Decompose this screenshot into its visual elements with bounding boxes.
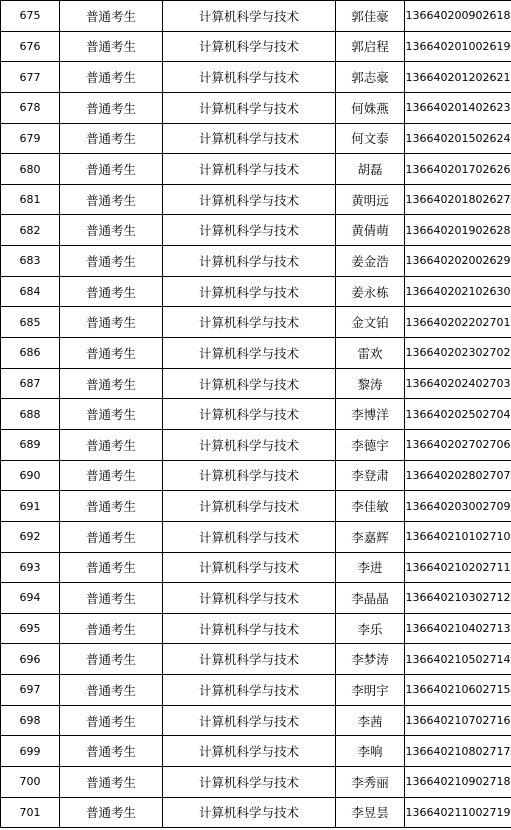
candidate-type: 普通考生: [60, 429, 163, 460]
table-row: [1, 184, 511, 215]
row-number: 701: [1, 797, 60, 828]
candidate-type: 普通考生: [60, 613, 163, 644]
row-number: 676: [1, 31, 60, 62]
exam-number: 136640202702706: [405, 429, 511, 460]
student-name: 黄倩萌: [336, 215, 405, 246]
row-number: 689: [1, 429, 60, 460]
student-name: 黎涛: [336, 368, 405, 399]
table-row: [1, 613, 511, 644]
exam-number: 136640202802707: [405, 460, 511, 491]
table-row: [1, 338, 511, 369]
table-row: [1, 429, 511, 460]
major: 计算机科学与技术: [163, 123, 336, 154]
major: 计算机科学与技术: [163, 552, 336, 583]
row-number: 691: [1, 491, 60, 522]
student-name: 李昱昙: [336, 797, 405, 828]
candidate-type: 普通考生: [60, 276, 163, 307]
candidate-type: 普通考生: [60, 736, 163, 767]
major: 计算机科学与技术: [163, 460, 336, 491]
row-number: 698: [1, 705, 60, 736]
candidate-type: 普通考生: [60, 675, 163, 706]
table-row: [1, 521, 511, 552]
student-name: 李秀丽: [336, 767, 405, 798]
candidate-type: 普通考生: [60, 215, 163, 246]
candidate-type: 普通考生: [60, 154, 163, 185]
row-number: 696: [1, 644, 60, 675]
table-row: [1, 583, 511, 614]
student-name: 金文铂: [336, 307, 405, 338]
candidate-type: 普通考生: [60, 767, 163, 798]
student-name: 郭佳豪: [336, 1, 405, 32]
student-name: 李晶晶: [336, 583, 405, 614]
candidate-type: 普通考生: [60, 644, 163, 675]
row-number: 692: [1, 521, 60, 552]
student-name: 郭启程: [336, 31, 405, 62]
table-row: [1, 460, 511, 491]
major: 计算机科学与技术: [163, 675, 336, 706]
exam-number: 136640210602715: [405, 675, 511, 706]
table-row: [1, 1, 511, 32]
candidate-type: 普通考生: [60, 521, 163, 552]
exam-number: 136640201402623: [405, 92, 511, 123]
roster-body: [1, 1, 511, 828]
student-name: 胡磊: [336, 154, 405, 185]
student-name: 李乐: [336, 613, 405, 644]
student-name: 李嘉辉: [336, 521, 405, 552]
row-number: 684: [1, 276, 60, 307]
candidate-type: 普通考生: [60, 399, 163, 430]
candidate-type: 普通考生: [60, 123, 163, 154]
row-number: 693: [1, 552, 60, 583]
exam-number: 136640200902618: [405, 1, 511, 32]
candidate-type: 普通考生: [60, 491, 163, 522]
row-number: 678: [1, 92, 60, 123]
row-number: 695: [1, 613, 60, 644]
major: 计算机科学与技术: [163, 92, 336, 123]
major: 计算机科学与技术: [163, 246, 336, 277]
major: 计算机科学与技术: [163, 154, 336, 185]
major: 计算机科学与技术: [163, 644, 336, 675]
exam-number: 136640210502714: [405, 644, 511, 675]
table-row: [1, 736, 511, 767]
student-name: 姜永栋: [336, 276, 405, 307]
row-number: 699: [1, 736, 60, 767]
row-number: 690: [1, 460, 60, 491]
major: 计算机科学与技术: [163, 705, 336, 736]
candidate-type: 普通考生: [60, 583, 163, 614]
major: 计算机科学与技术: [163, 368, 336, 399]
row-number: 681: [1, 184, 60, 215]
table-row: [1, 767, 511, 798]
major: 计算机科学与技术: [163, 184, 336, 215]
major: 计算机科学与技术: [163, 307, 336, 338]
major: 计算机科学与技术: [163, 31, 336, 62]
student-name: 李梦涛: [336, 644, 405, 675]
row-number: 675: [1, 1, 60, 32]
row-number: 683: [1, 246, 60, 277]
candidate-type: 普通考生: [60, 460, 163, 491]
major: 计算机科学与技术: [163, 276, 336, 307]
row-number: 685: [1, 307, 60, 338]
student-name: 雷欢: [336, 338, 405, 369]
major: 计算机科学与技术: [163, 215, 336, 246]
table-row: [1, 644, 511, 675]
row-number: 680: [1, 154, 60, 185]
table-row: [1, 675, 511, 706]
major: 计算机科学与技术: [163, 62, 336, 93]
exam-number: 136640201902628: [405, 215, 511, 246]
student-name: 李进: [336, 552, 405, 583]
row-number: 697: [1, 675, 60, 706]
row-number: 688: [1, 399, 60, 430]
exam-number: 136640201202621: [405, 62, 511, 93]
row-number: 694: [1, 583, 60, 614]
major: 计算机科学与技术: [163, 767, 336, 798]
exam-number: 136640202202701: [405, 307, 511, 338]
table-row: [1, 246, 511, 277]
candidate-type: 普通考生: [60, 705, 163, 736]
student-name: 李登肃: [336, 460, 405, 491]
table-row: [1, 368, 511, 399]
exam-number: 136640202302702: [405, 338, 511, 369]
row-number: 686: [1, 338, 60, 369]
candidate-type: 普通考生: [60, 307, 163, 338]
major: 计算机科学与技术: [163, 521, 336, 552]
candidate-type: 普通考生: [60, 368, 163, 399]
student-name: 姜金浩: [336, 246, 405, 277]
exam-number: 136640201802627: [405, 184, 511, 215]
major: 计算机科学与技术: [163, 399, 336, 430]
major: 计算机科学与技术: [163, 429, 336, 460]
candidate-type: 普通考生: [60, 92, 163, 123]
table-row: [1, 491, 511, 522]
table-row: [1, 797, 511, 828]
table-row: [1, 276, 511, 307]
candidate-type: 普通考生: [60, 552, 163, 583]
table-row: [1, 399, 511, 430]
exam-number: 136640210302712: [405, 583, 511, 614]
exam-number: 136640201502624: [405, 123, 511, 154]
table-row: [1, 215, 511, 246]
exam-number: 136640211002719: [405, 797, 511, 828]
exam-number: 136640203002709: [405, 491, 511, 522]
row-number: 677: [1, 62, 60, 93]
student-name: 何文泰: [336, 123, 405, 154]
table-row: [1, 62, 511, 93]
exam-number: 136640202102630: [405, 276, 511, 307]
exam-number: 136640202502704: [405, 399, 511, 430]
row-number: 679: [1, 123, 60, 154]
major: 计算机科学与技术: [163, 491, 336, 522]
student-name: 何姝燕: [336, 92, 405, 123]
student-name: 李响: [336, 736, 405, 767]
exam-number: 136640202002629: [405, 246, 511, 277]
exam-number: 136640210802717: [405, 736, 511, 767]
student-name: 郭志豪: [336, 62, 405, 93]
candidate-type: 普通考生: [60, 31, 163, 62]
student-name: 黄明远: [336, 184, 405, 215]
row-number: 700: [1, 767, 60, 798]
exam-number: 136640210902718: [405, 767, 511, 798]
major: 计算机科学与技术: [163, 613, 336, 644]
student-name: 李博洋: [336, 399, 405, 430]
table-row: [1, 31, 511, 62]
candidate-type: 普通考生: [60, 184, 163, 215]
exam-number: 136640202402703: [405, 368, 511, 399]
major: 计算机科学与技术: [163, 736, 336, 767]
table-row: [1, 552, 511, 583]
exam-number: 136640210202711: [405, 552, 511, 583]
candidate-type: 普通考生: [60, 338, 163, 369]
table-row: [1, 307, 511, 338]
candidate-type: 普通考生: [60, 246, 163, 277]
major: 计算机科学与技术: [163, 583, 336, 614]
candidate-type: 普通考生: [60, 797, 163, 828]
exam-number: 136640210102710: [405, 521, 511, 552]
major: 计算机科学与技术: [163, 797, 336, 828]
exam-number: 136640210402713: [405, 613, 511, 644]
exam-number: 136640201702626: [405, 154, 511, 185]
table-row: [1, 92, 511, 123]
candidate-type: 普通考生: [60, 1, 163, 32]
row-number: 687: [1, 368, 60, 399]
table-row: [1, 123, 511, 154]
exam-number: 136640210702716: [405, 705, 511, 736]
exam-number: 136640201002619: [405, 31, 511, 62]
student-name: 李茜: [336, 705, 405, 736]
major: 计算机科学与技术: [163, 338, 336, 369]
major: 计算机科学与技术: [163, 1, 336, 32]
row-number: 682: [1, 215, 60, 246]
table-row: [1, 154, 511, 185]
student-name: 李佳敏: [336, 491, 405, 522]
table-row: [1, 705, 511, 736]
candidate-type: 普通考生: [60, 62, 163, 93]
student-name: 李明宇: [336, 675, 405, 706]
student-name: 李德宇: [336, 429, 405, 460]
